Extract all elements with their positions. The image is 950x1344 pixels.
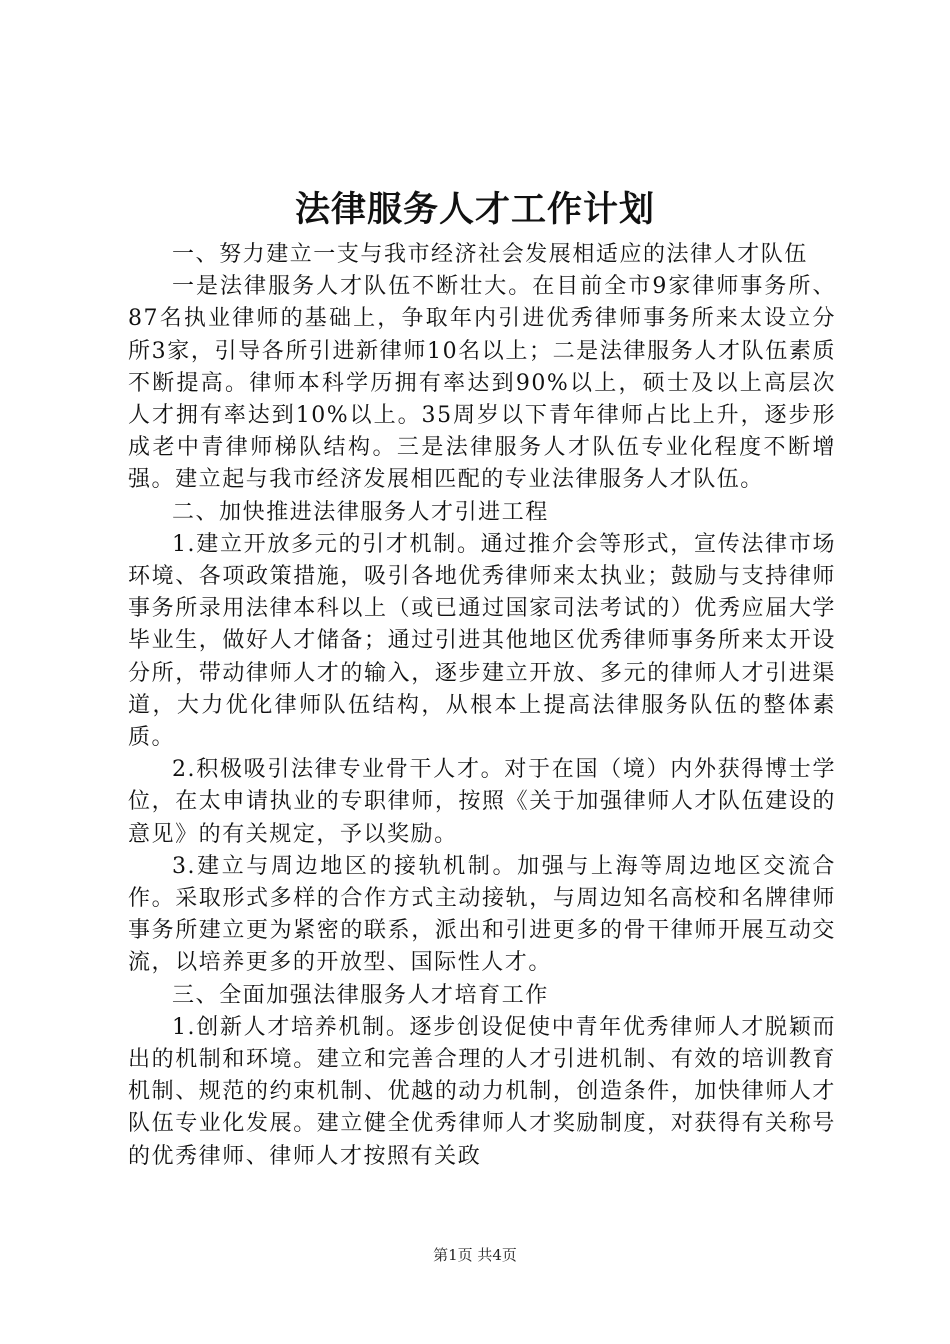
page-footer: 第1页 共4页 bbox=[433, 1246, 517, 1264]
paragraph-team-goals: 一是法律服务人才队伍不断壮大。在目前全市9家律师事务所、87名执业律师的基础上，争取年内引进优秀律师事务所来太设立分所3家，引导各所引进新律师10名以上；二是法律服务人才队伍素质不断提高。律师本科学历拥有率达到90%以上，硕士及以上高层次人才拥有率达到10%以上。35周岁以下青年律师占比上升，逐步形成老中青律师梯队结构。三是法律服务人才队伍专业化程度不断增强。建立起与我市经济发展相匹配的专业法律服务人才队伍。 bbox=[128, 274, 836, 493]
document-body bbox=[128, 239, 836, 1173]
paragraph-item-3-1: 1.创新人才培养机制。逐步创设促使中青年优秀律师人才脱颖而出的机制和环境。建立和完善合理的人才引进机制、有效的培训教育机制、规范的约束机制、优越的动力机制，创造条件，加快律师人才队伍专业化发展。建立健全优秀律师人才奖励制度，对获得有关称号的优秀律师、律师人才按照有关政 bbox=[128, 1014, 836, 1169]
section-heading-2: 二、加快推进法律服务人才引进工程 bbox=[172, 499, 549, 525]
document-title: 法律服务人才工作计划 bbox=[294, 190, 655, 230]
paragraph-item-2-2: 2.积极吸引法律专业骨干人才。对于在国（境）内外获得博士学位，在太申请执业的专职律师，按照《关于加强律师人才队伍建设的意见》的有关规定，予以奖励。 bbox=[128, 757, 836, 847]
section-heading-1: 一、努力建立一支与我市经济社会发展相适应的法律人才队伍 bbox=[172, 242, 808, 267]
paragraph-item-2-1: 1.建立开放多元的引才机制。通过推介会等形式，宣传法律市场环境、各项政策措施，吸引各地优秀律师来太执业；鼓励与支持律师事务所录用法律本科以上（或已通过国家司法考试的）优秀应届大学毕业生，做好人才储备；通过引进其他地区优秀律师事务所来太开设分所，带动律师人才的输入，逐步建立开放、多元的律师人才引进渠道，大力优化律师队伍结构，从根本上提高法律服务队伍的整体素质。 bbox=[128, 531, 836, 751]
section-heading-3: 三、全面加强法律服务人才培育工作 bbox=[172, 982, 549, 1008]
paragraph-item-2-3: 3.建立与周边地区的接轨机制。加强与上海等周边地区交流合作。采取形式多样的合作方式主动接轨，与周边知名高校和名牌律师事务所建立更为紧密的联系，派出和引进更多的骨干律师开展互动交流，以培养更多的开放型、国际性人才。 bbox=[128, 853, 836, 976]
